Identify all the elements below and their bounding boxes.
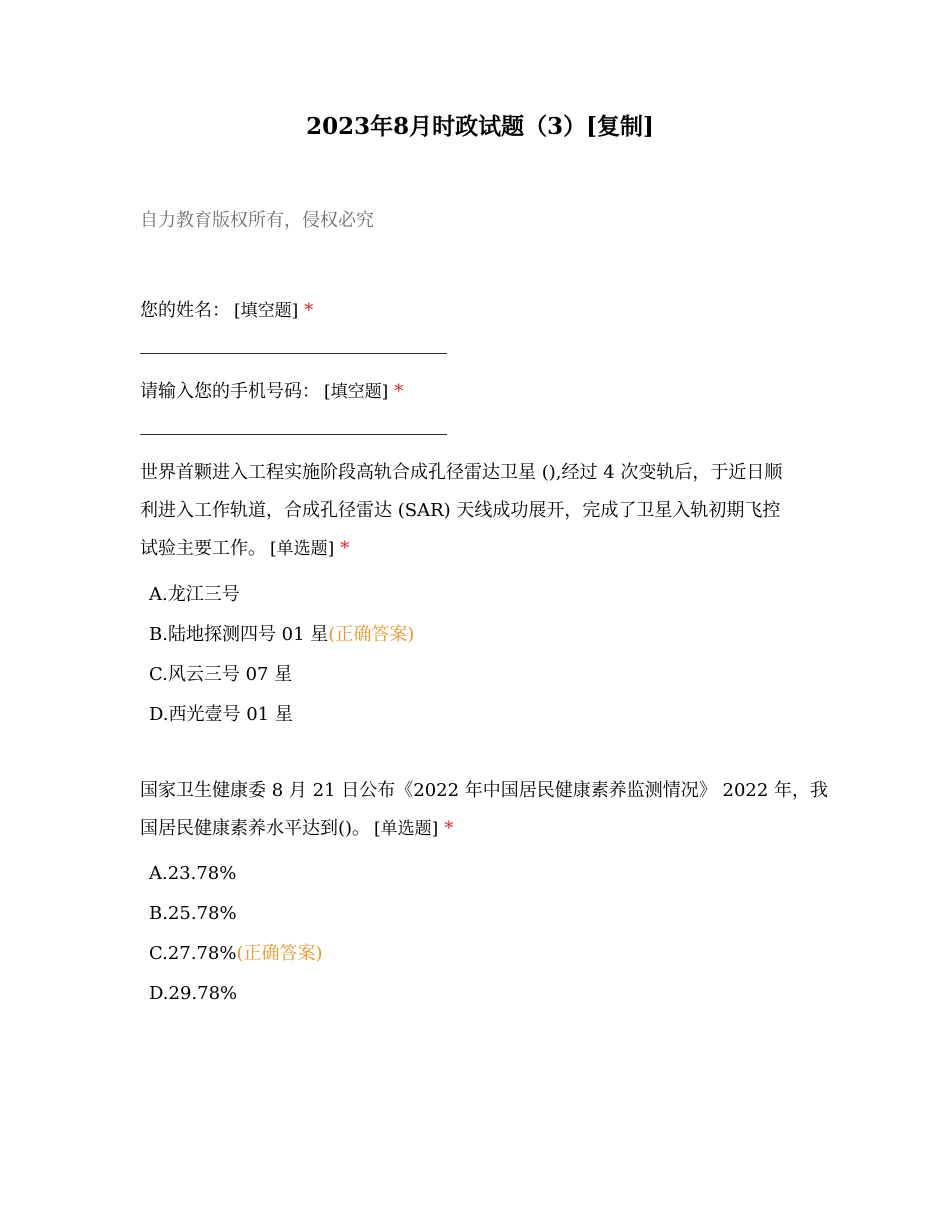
question-phone <box>140 373 403 411</box>
options-health-literacy <box>149 854 323 1014</box>
option-a[interactable] <box>149 854 323 894</box>
question-text: 您的姓名： <box>140 300 230 321</box>
option-label: D.西光壹号 01 星 <box>149 704 293 725</box>
correct-answer-tag: (正确答案) <box>328 624 415 645</box>
required-marker: * <box>394 381 404 402</box>
question-text: 请输入您的手机号码： <box>140 381 320 402</box>
question-text: 试验主要工作。 <box>140 538 266 559</box>
required-marker: * <box>444 818 454 839</box>
option-label: B.25.78% <box>149 903 237 924</box>
question-text-line-last <box>140 530 782 568</box>
phone-answer-blank[interactable] <box>140 434 447 435</box>
question-text-line: 国家卫生健康委 8 月 21 日公布《2022 年中国居民健康素养监测情况》 2022 年，我 <box>140 780 829 801</box>
question-type: [填空题] <box>324 382 389 402</box>
question-type: [单选题] <box>374 819 439 839</box>
option-label: C.27.78% <box>149 943 237 964</box>
option-d[interactable] <box>149 974 323 1014</box>
option-c[interactable] <box>149 934 323 974</box>
option-b[interactable] <box>149 894 323 934</box>
option-c[interactable] <box>149 655 414 695</box>
options-satellite <box>149 575 414 735</box>
question-text-line: 世界首颗进入工程实施阶段高轨合成孔径雷达卫星 (),经过 4 次变轨后，于近日顺 <box>140 462 783 483</box>
option-a[interactable] <box>149 575 414 615</box>
question-type: [填空题] <box>234 301 299 321</box>
option-b[interactable] <box>149 615 414 655</box>
correct-answer-tag: (正确答案) <box>236 943 323 964</box>
question-text-line: 利进入工作轨道，合成孔径雷达 (SAR) 天线成功展开，完成了卫星入轨初期飞控 <box>140 500 781 521</box>
page-title: 2023年8月时政试题（3）[复制] <box>306 113 654 140</box>
question-name <box>140 292 313 330</box>
option-label: D.29.78% <box>149 983 238 1004</box>
option-label: B.陆地探测四号 01 星 <box>149 624 329 645</box>
copyright-notice: 自力教育版权所有，侵权必究 <box>140 210 374 231</box>
name-answer-blank[interactable] <box>140 353 447 354</box>
required-marker: * <box>304 300 314 321</box>
option-label: A.龙江三号 <box>149 584 240 605</box>
option-d[interactable] <box>149 695 414 735</box>
option-label: A.23.78% <box>149 863 237 884</box>
required-marker: * <box>340 538 350 559</box>
question-type: [单选题] <box>270 539 335 559</box>
question-satellite <box>140 454 782 568</box>
option-label: C.风云三号 07 星 <box>149 664 293 685</box>
question-text-line-last <box>140 810 828 848</box>
question-text: 国居民健康素养水平达到()。 <box>140 818 371 839</box>
question-health-literacy <box>140 772 828 848</box>
